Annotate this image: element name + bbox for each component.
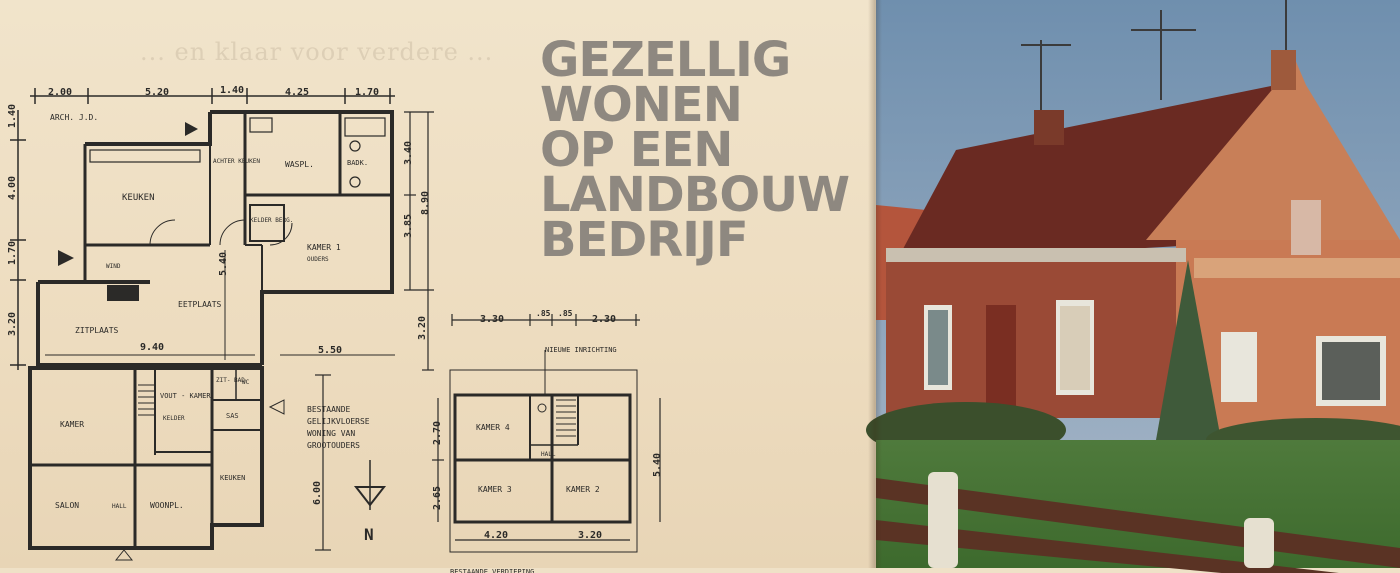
dim-label: 8.90 <box>420 190 431 215</box>
dim-label: 1.40 <box>7 103 18 128</box>
room-label-achter-keuken: ACHTER KEUKEN <box>213 158 260 165</box>
page-gutter <box>868 0 882 568</box>
north-label: N <box>364 525 374 544</box>
room-label-sas: SAS <box>226 412 239 420</box>
dim-label: 5.40 <box>218 251 229 276</box>
dim-label: 4.20 <box>484 530 509 541</box>
room-label-zitbad: ZIT- BAD <box>216 377 245 384</box>
dim-label: 2.65 <box>432 485 443 510</box>
upper-caption-bottom: BESTAANDE VERDIEPING <box>450 568 535 573</box>
architect-label: ARCH. J.D. <box>50 113 99 122</box>
dim-label: 3.30 <box>480 314 505 325</box>
room-label-keuken-existing: KEUKEN <box>220 474 246 482</box>
room-label-wind: WIND <box>106 263 121 270</box>
room-label-keuken: KEUKEN <box>122 193 155 203</box>
headline-line: GEZELLIG <box>540 32 791 88</box>
room-sub-ouders: OUDERS <box>307 256 329 263</box>
upper-caption-top: NIEUWE INRICHTING <box>545 346 617 354</box>
headline <box>540 32 850 268</box>
headline-line: OP EEN <box>540 122 733 178</box>
dim-label: 3.20 <box>417 315 428 340</box>
dim-label: 4.25 <box>285 87 310 98</box>
entrance-arrow-icon <box>270 400 284 414</box>
room-label-voutkamer: VOUT - KAMER <box>160 392 211 400</box>
existing-house-note: BESTAANDE <box>307 405 351 414</box>
north-arrow-icon <box>356 460 384 510</box>
dim-label: 3.85 <box>403 213 414 238</box>
dim-label: 6.00 <box>312 480 323 505</box>
entrance-arrow-icon <box>185 122 198 136</box>
faded-caption: ... en klaar voor verdere ... <box>140 38 494 66</box>
room-label-kamer4: KAMER 4 <box>476 423 510 432</box>
headline-line: WONEN <box>540 77 742 133</box>
dim-label: 3.20 <box>578 530 603 541</box>
farmhouse-photo <box>876 0 1400 568</box>
room-label-salon: SALON <box>55 501 80 510</box>
room-label-woonpl: WOONPL. <box>150 501 184 510</box>
dim-label: 3.20 <box>7 311 18 336</box>
room-label-kamer: KAMER <box>60 420 85 429</box>
dim-label: 5.20 <box>145 87 170 98</box>
room-label-wc: WC <box>242 379 250 386</box>
dim-label: 1.70 <box>7 240 18 265</box>
existing-house-note: GELIJKVLOERSE <box>307 417 370 426</box>
dim-label: 4.00 <box>7 175 18 200</box>
dim-label: .85 <box>536 309 551 318</box>
entrance-arrow-icon <box>116 550 132 560</box>
room-label-hall-upper: HALL <box>541 451 556 458</box>
room-label-eetplaats: EETPLAATS <box>178 300 222 309</box>
dim-label: 3.40 <box>403 140 414 165</box>
room-label-zitplaats: ZITPLAATS <box>75 326 119 335</box>
existing-house-note: WONING VAN <box>307 429 356 438</box>
room-label-kelder: KELDER BERG. <box>250 217 294 224</box>
dim-label: 1.70 <box>355 87 380 98</box>
room-sub-kelder: KELDER <box>163 415 185 422</box>
room-label-kamer2: KAMER 2 <box>566 485 600 494</box>
room-label-badk: BADK. <box>347 159 369 167</box>
headline-line: LANDBOUW <box>540 167 850 223</box>
entrance-arrow-icon <box>58 250 74 266</box>
dim-label: 5.50 <box>318 345 343 356</box>
room-label-hall: HALL <box>112 503 127 510</box>
room-label-kamer3: KAMER 3 <box>478 485 512 494</box>
dim-label: .85 <box>558 309 573 318</box>
dim-label: 2.00 <box>48 87 73 98</box>
dim-label: 2.70 <box>432 420 443 445</box>
dim-label: 2.30 <box>592 314 617 325</box>
existing-house-note: GROOTOUDERS <box>307 441 360 450</box>
room-label-waspl: WASPL. <box>285 160 314 169</box>
headline-line: BEDRIJF <box>540 212 748 268</box>
room-label-kamer1: KAMER 1 <box>307 243 341 252</box>
dim-label: 9.40 <box>140 342 165 353</box>
dim-label: 5.40 <box>652 452 663 477</box>
dim-label: 1.40 <box>220 85 245 96</box>
